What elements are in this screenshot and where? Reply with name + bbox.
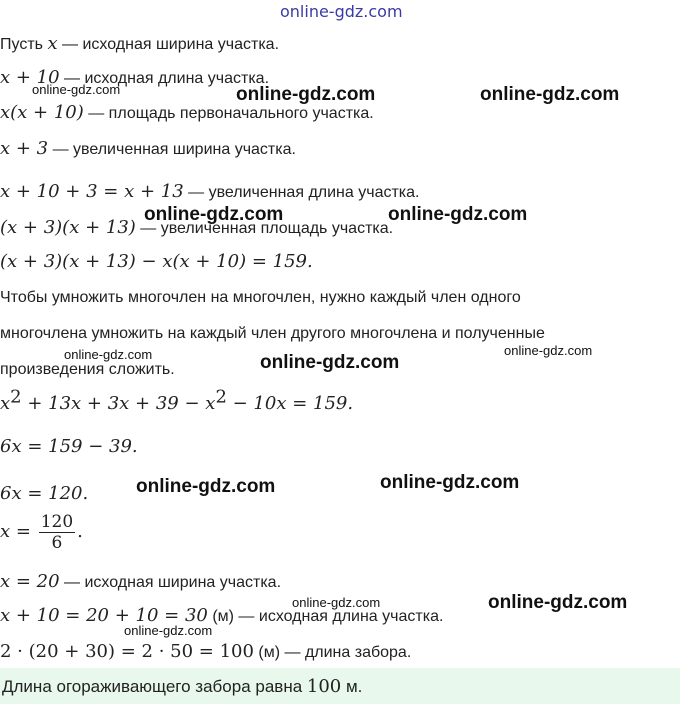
- line-width-result: [0, 572, 281, 593]
- paragraph-line-2: многочлена умножить на каждый член другого многочлена и полученные: [0, 325, 545, 342]
- watermark: online-gdz.com: [292, 595, 381, 610]
- unit: (м): [253, 644, 281, 661]
- answer-value: 100: [306, 676, 342, 697]
- math-expr: 2 · (20 + 30) = 2 · 50 = 100: [0, 641, 254, 662]
- watermark: online-gdz.com: [380, 472, 520, 493]
- denominator: 6: [51, 533, 63, 554]
- math-expr: x + 10: [0, 67, 60, 88]
- answer-unit: м.: [341, 677, 363, 696]
- math-expr: x + 10 = 20 + 10 = 30: [0, 605, 208, 626]
- math-expr: (x + 3)(x + 13): [0, 217, 136, 238]
- fraction: [39, 512, 75, 553]
- text-desc: — исходная длина участка.: [233, 608, 444, 625]
- text-desc: — исходная длина участка.: [59, 70, 270, 87]
- paragraph-line-3: произведения сложить.: [0, 361, 175, 378]
- text-desc: — увеличенная площадь участка.: [135, 220, 394, 237]
- watermark: online-gdz.com: [480, 84, 620, 105]
- watermark: online-gdz.com: [32, 82, 121, 97]
- watermark: online-gdz.com: [236, 84, 376, 105]
- math-x: x: [0, 393, 11, 414]
- line-6x-expr: [0, 437, 138, 458]
- math-lhs: x =: [0, 521, 37, 542]
- line-6x-value: [0, 484, 88, 505]
- answer-text: [2, 676, 362, 697]
- watermark: online-gdz.com: [64, 347, 153, 362]
- top-watermark: online-gdz.com: [280, 2, 403, 21]
- text-desc: — увеличенная длина участка.: [183, 184, 420, 201]
- watermark: online-gdz.com: [488, 592, 628, 613]
- watermark: online-gdz.com: [136, 476, 276, 497]
- text-desc: — исходная ширина участка.: [57, 36, 280, 53]
- watermark: online-gdz.com: [388, 204, 528, 225]
- math-expr: + 13x + 3x + 39 − x: [21, 393, 216, 414]
- math-expr: − 10x = 159.: [226, 393, 354, 414]
- math-expr: x = 20: [0, 571, 60, 592]
- line-width-def: [0, 34, 279, 55]
- text-desc: — увеличенная ширина участка.: [48, 141, 296, 158]
- math-expr: x + 10 + 3 = x + 13: [0, 181, 184, 202]
- math-expr: (x + 3)(x + 13) − x(x + 10) = 159.: [0, 251, 313, 272]
- numerator: 120: [40, 512, 74, 533]
- paragraph-line-1: Чтобы умножить многочлен на многочлен, нужно каждый член одного: [0, 289, 521, 306]
- math-tail: .: [77, 521, 83, 542]
- line-area-def: [0, 103, 374, 124]
- watermark: online-gdz.com: [260, 352, 400, 373]
- unit: (м): [207, 608, 234, 625]
- math-expr: x(x + 10): [0, 102, 84, 123]
- line-fraction: [0, 512, 83, 553]
- watermark: online-gdz.com: [124, 623, 213, 638]
- answer-box: [0, 668, 680, 704]
- text-desc: — длина забора.: [280, 644, 412, 661]
- math-expr: x + 3: [0, 138, 49, 159]
- math-exp: 2: [10, 386, 22, 408]
- line-fence-length: [0, 642, 411, 663]
- math-expr: x: [47, 33, 58, 54]
- math-exp: 2: [215, 386, 227, 408]
- line-equation: [0, 252, 313, 273]
- line-new-length: [0, 182, 419, 203]
- text-desc: — исходная ширина участка.: [59, 574, 282, 591]
- line-new-width: [0, 139, 296, 160]
- answer-label: Длина огораживающего забора равна: [2, 677, 307, 696]
- math-expr: 6x = 159 − 39.: [0, 436, 138, 457]
- text-desc: — площадь первоначального участка.: [83, 105, 374, 122]
- text-prefix: Пусть: [0, 36, 48, 53]
- math-expr: 6x = 120.: [0, 483, 89, 504]
- line-expanded: [0, 386, 354, 415]
- watermark: online-gdz.com: [144, 204, 284, 225]
- watermark: online-gdz.com: [504, 343, 593, 358]
